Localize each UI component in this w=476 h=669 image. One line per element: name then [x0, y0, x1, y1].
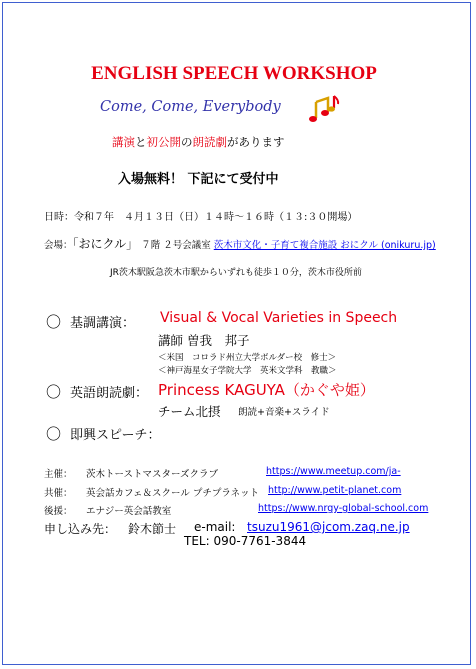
email-label: e-mail:: [194, 520, 236, 534]
bullet-circle: 〇: [46, 383, 62, 401]
phone-number: TEL: 090-7761-3844: [184, 534, 307, 548]
reading-drama-title: Princess KAGUYA（かぐや姫）: [158, 381, 375, 399]
music-notes-icon: [306, 94, 344, 126]
first-release-word: 初公開: [146, 135, 181, 149]
reading-drama-word: 朗読劇: [192, 135, 227, 149]
lecture-word: 講演: [112, 135, 135, 149]
lecturer-career-1: ＜米国 コロラド州立大学ボルダー校 修士＞: [158, 353, 337, 363]
admission-text: 入場無料！ 下記にて受付中: [118, 172, 279, 187]
bullet-circle: 〇: [46, 425, 62, 443]
bullet-circle: 〇: [46, 313, 62, 331]
venue-link[interactable]: 茨木市文化・子育て複合施設 おにクル (onikuru.jp): [213, 240, 436, 251]
venue-room: ７階 ２号会議室: [141, 240, 211, 251]
co-organizer-link[interactable]: http://www.petit-planet.com: [268, 485, 402, 496]
organizer-name: 茨木トーストマスターズクラブ: [86, 469, 219, 480]
application-person: 鈴木節士: [128, 522, 177, 536]
email-link[interactable]: tsuzu1961@jcom.zaq.ne.jp: [247, 520, 410, 534]
access-info: JR茨木駅阪急茨木市駅からいずれも徒歩１０分，茨木市役所前: [110, 268, 362, 278]
venue-name: 「おにクル」: [72, 237, 139, 251]
and-word: と: [135, 135, 147, 149]
organizer-role: 主催：: [44, 469, 73, 480]
organizer-link[interactable]: https://www.meetup.com/ja-: [266, 466, 401, 477]
impromptu-label: 即興スピーチ：: [70, 428, 161, 443]
lecturer-career-2: ＜神戸海星女子学院大学 英米文学科 教職＞: [158, 366, 337, 376]
sponsor-name: エナジー英会話教室: [86, 506, 172, 517]
keynote-label: 基調講演：: [70, 316, 136, 331]
reading-drama-label: 英語朗読劇：: [70, 386, 149, 401]
lecture-line: [112, 134, 285, 150]
co-organizer-name: 英会話カフェ＆スクール プチプラネット: [86, 488, 260, 499]
lecturer-name: 講師 曽我 邦子: [158, 333, 250, 348]
team-description: 朗読+音楽+スライド: [238, 407, 330, 418]
application-label: 申し込み先：: [44, 522, 117, 536]
team-name: チーム北摂: [158, 404, 221, 419]
keynote-title: Visual & Vocal Varieties in Speech: [160, 310, 398, 326]
subtitle: Come, Come, Everybody: [100, 99, 281, 115]
sponsor-role: 後援：: [44, 506, 73, 517]
co-organizer-role: 共催：: [44, 488, 73, 499]
no-word: の: [181, 135, 193, 149]
page-title: ENGLISH SPEECH WORKSHOP: [91, 63, 377, 84]
venue-label: 会場：: [44, 240, 73, 251]
event-date: 日時：令和７年 ４月１３日（日）１４時～１６時（１３:３０開場）: [44, 212, 358, 223]
venue-line: [44, 235, 436, 252]
sponsor-link[interactable]: https://www.nrgy-global-school.com: [258, 503, 429, 514]
lecture-suffix: があります: [227, 135, 285, 149]
